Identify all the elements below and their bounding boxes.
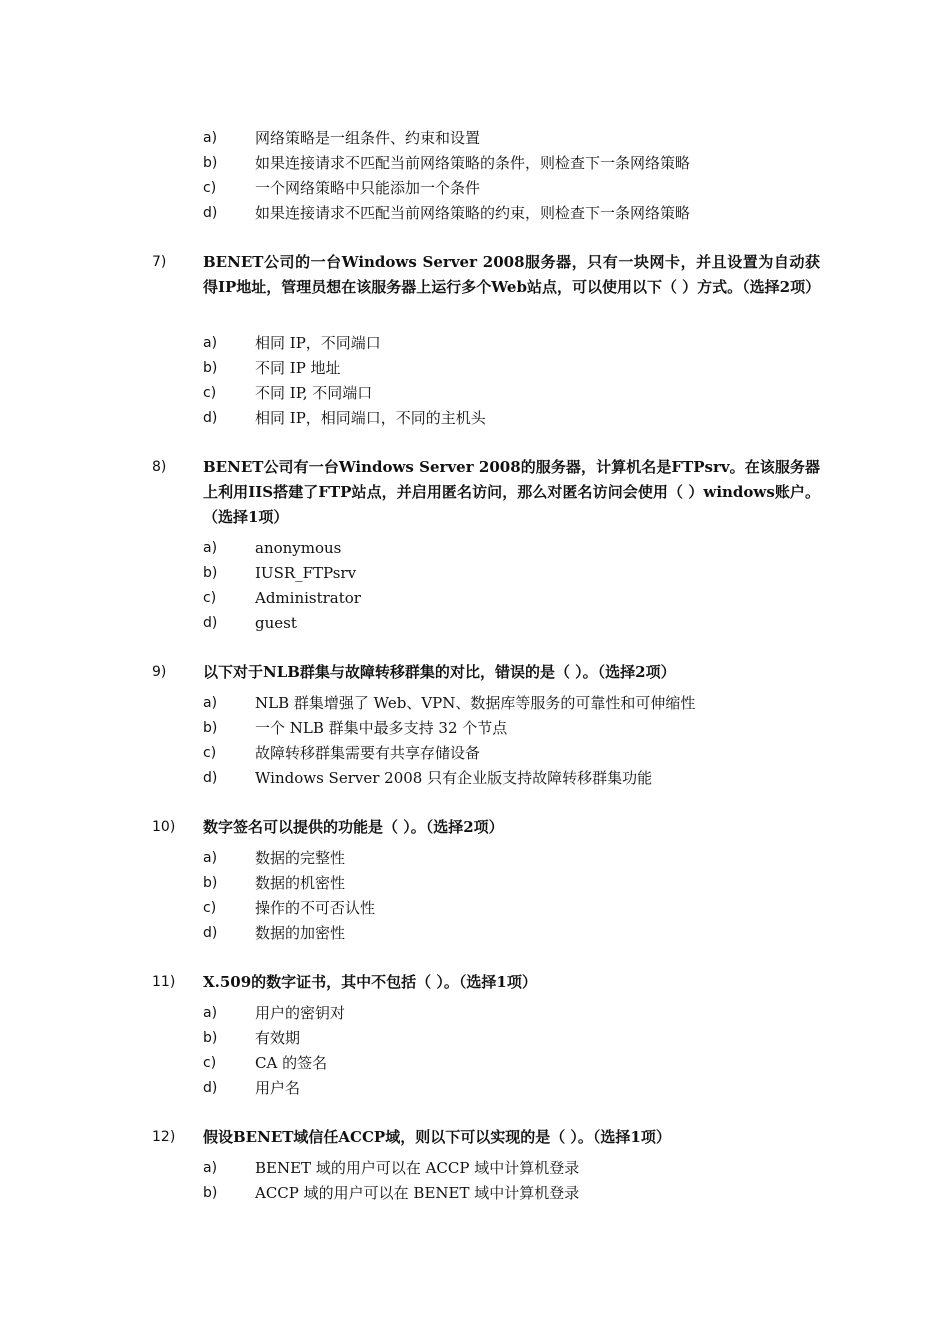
option-letter: b) <box>203 360 218 376</box>
option-letter: a) <box>203 130 218 146</box>
question-number: 9) <box>152 664 167 680</box>
question-stem: 假设BENET域信任ACCP域，则以下可以实现的是（ ）。（选择1项） <box>203 1128 671 1146</box>
option-letter: b) <box>203 155 218 171</box>
question-stem: 以下对于NLB群集与故障转移群集的对比，错误的是（ ）。（选择2项） <box>203 663 676 681</box>
question-number: 10) <box>152 819 176 835</box>
option-text: IUSR_FTPsrv <box>255 564 357 582</box>
option-text: 不同 IP, 不同端口 <box>255 384 373 402</box>
question-7 <box>152 250 822 325</box>
option-letter: c) <box>203 590 217 606</box>
option-text: 数据的机密性 <box>255 874 346 892</box>
option-text: 网络策略是一组条件、约束和设置 <box>255 129 481 147</box>
option-text: Administrator <box>255 589 361 607</box>
option-text: 一个 NLB 群集中最多支持 32 个节点 <box>255 719 508 737</box>
option-text: BENET 域的用户可以在 ACCP 域中计算机登录 <box>255 1159 580 1177</box>
option-text: 用户名 <box>255 1079 301 1097</box>
option-letter: c) <box>203 180 217 196</box>
question-stem: X.509的数字证书，其中不包括（ ）。（选择1项） <box>203 973 537 991</box>
option-text: 一个网络策略中只能添加一个条件 <box>255 179 481 197</box>
option-text: 操作的不可否认性 <box>255 899 376 917</box>
question-11 <box>152 970 822 995</box>
question-12 <box>152 1125 822 1150</box>
option-text: NLB 群集增强了 Web、VPN、数据库等服务的可靠性和可伸缩性 <box>255 694 696 712</box>
option-letter: d) <box>203 925 218 941</box>
option-text: 故障转移群集需要有共享存储设备 <box>255 744 481 762</box>
question-number: 12) <box>152 1129 176 1145</box>
option-letter: a) <box>203 1160 218 1176</box>
question-8 <box>152 455 822 530</box>
question-number: 8) <box>152 459 167 475</box>
option-letter: a) <box>203 335 218 351</box>
option-letter: c) <box>203 900 217 916</box>
option-text: 用户的密钥对 <box>255 1004 346 1022</box>
option-letter: a) <box>203 540 218 556</box>
option-text: 如果连接请求不匹配当前网络策略的约束，则检查下一条网络策略 <box>255 204 691 222</box>
question-stem: BENET公司有一台Windows Server 2008的服务器，计算机名是FTPsrv。在该服务器上利用IIS搭建了FTP站点，并启用匿名访问，那么对匿名访问会使用（ ）windows账户。（选择1项） <box>203 458 820 526</box>
option-text: 数据的完整性 <box>255 849 346 867</box>
option-letter: a) <box>203 1005 218 1021</box>
option-letter: c) <box>203 385 217 401</box>
option-letter: a) <box>203 695 218 711</box>
option-text: guest <box>255 614 297 632</box>
question-stem: 数字签名可以提供的功能是（ ）。（选择2项） <box>203 818 504 836</box>
option-letter: d) <box>203 205 218 221</box>
option-text: Windows Server 2008 只有企业版支持故障转移群集功能 <box>255 769 653 787</box>
option-text: 不同 IP 地址 <box>255 359 341 377</box>
question-number: 7) <box>152 254 167 270</box>
option-text: 相同 IP，不同端口 <box>255 334 381 352</box>
option-letter: c) <box>203 745 217 761</box>
option-text: 相同 IP，相同端口，不同的主机头 <box>255 409 486 427</box>
question-number: 11) <box>152 974 176 990</box>
option-letter: d) <box>203 1080 218 1096</box>
option-letter: b) <box>203 1030 218 1046</box>
option-text: anonymous <box>255 539 342 557</box>
option-text: 数据的加密性 <box>255 924 346 942</box>
question-10 <box>152 815 822 840</box>
option-letter: a) <box>203 850 218 866</box>
option-letter: b) <box>203 1185 218 1201</box>
option-text: 有效期 <box>255 1029 301 1047</box>
option-letter: c) <box>203 1055 217 1071</box>
option-text: 如果连接请求不匹配当前网络策略的条件，则检查下一条网络策略 <box>255 154 691 172</box>
question-stem: BENET公司的一台Windows Server 2008服务器，只有一块网卡，并且设置为自动获得IP地址，管理员想在该服务器上运行多个Web站点，可以使用以下（ ）方式。（选择2项） <box>203 253 821 296</box>
option-letter: d) <box>203 615 218 631</box>
option-letter: b) <box>203 565 218 581</box>
question-9 <box>152 660 822 685</box>
option-letter: b) <box>203 875 218 891</box>
option-letter: d) <box>203 770 218 786</box>
option-text: ACCP 域的用户可以在 BENET 域中计算机登录 <box>255 1184 580 1202</box>
option-letter: b) <box>203 720 218 736</box>
option-letter: d) <box>203 410 218 426</box>
option-text: CA 的签名 <box>255 1054 328 1072</box>
